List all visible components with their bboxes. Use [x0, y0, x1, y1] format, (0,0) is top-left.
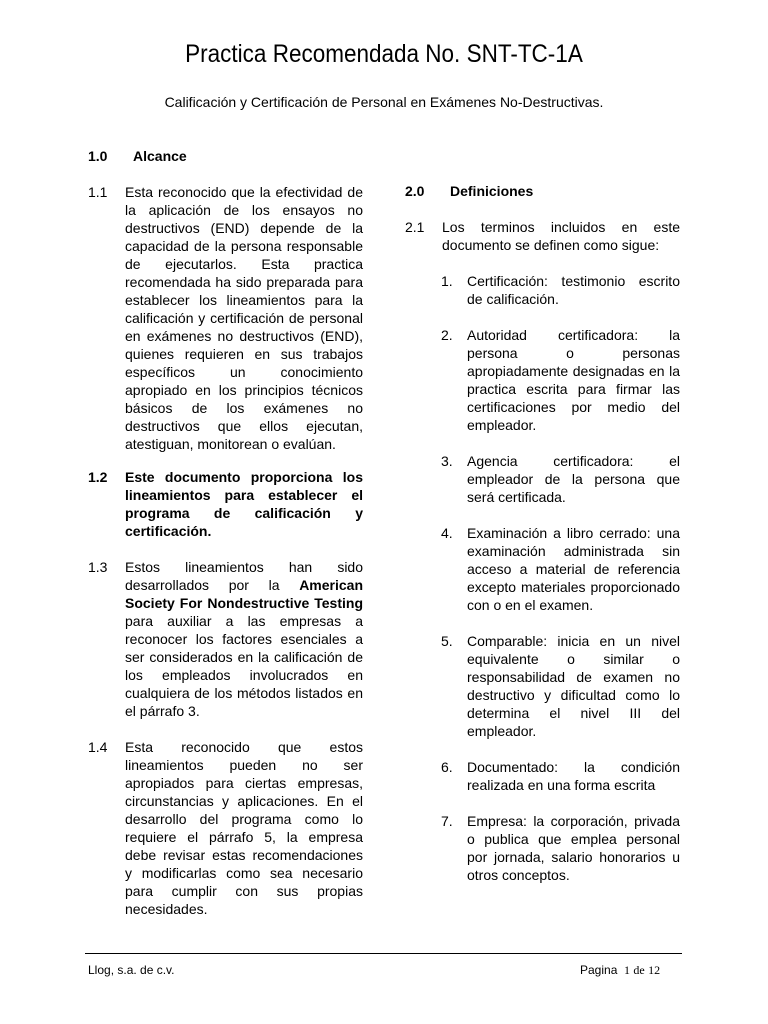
- item-number: 2.: [441, 327, 453, 343]
- footer-page-indicator: [580, 963, 660, 978]
- paragraph-1-3: [88, 558, 363, 720]
- paragraph-text-part: Estos lineamientos han sido desarrollados por la: [125, 559, 363, 593]
- item-number: 4.: [441, 525, 453, 541]
- section-number: 1.0: [88, 148, 108, 164]
- footer-divider: [85, 953, 682, 954]
- item-text: Autoridad certificadora: la persona o personas apropiadamente designadas en la practica escrita para firmar las certificaciones por medio del empleador.: [467, 327, 680, 433]
- page-label: Pagina: [580, 963, 618, 977]
- paragraph-number: 1.4: [88, 739, 108, 755]
- paragraph-1-2: [88, 468, 363, 540]
- page-subtitle: Calificación y Certificación de Personal en Exámenes No-Destructivas.: [164, 94, 604, 110]
- paragraph-1-4: [88, 738, 363, 918]
- definition-item: [441, 452, 680, 506]
- item-text: Empresa: la corporación, privada o publica que emplea personal por jornada, salario honorarios u otros conceptos.: [467, 813, 680, 883]
- paragraph-text: Este documento proporciona los lineamientos para establecer el programa de calificación y certificación.: [125, 469, 363, 539]
- item-number: 7.: [441, 813, 453, 829]
- section-title: Alcance: [133, 148, 187, 164]
- definition-item: [441, 812, 680, 884]
- paragraph-2-1: [405, 218, 680, 254]
- paragraph-number: 1.3: [88, 559, 108, 575]
- item-number: 5.: [441, 633, 453, 649]
- paragraph-number: 1.1: [88, 184, 108, 200]
- paragraph-text: Los terminos incluidos en este documento se definen como sigue:: [442, 219, 680, 253]
- item-text: Certificación: testimonio escrito de calificación.: [467, 273, 680, 307]
- section-heading-alcance: [88, 147, 363, 165]
- item-text: Documentado: la condición realizada en una forma escrita: [467, 759, 680, 793]
- paragraph-1-1: [88, 183, 363, 453]
- left-column: [88, 147, 363, 918]
- item-text: Examinación a libro cerrado: una examinación administrada sin acceso a material de referencia excepto materiales proporcionado con o en el examen.: [467, 525, 680, 613]
- paragraph-number: 1.2: [88, 469, 108, 485]
- organization-name: American Society For Nondestructive Testing: [125, 577, 363, 611]
- paragraph-text: [125, 558, 363, 720]
- page-number: 1: [624, 963, 631, 977]
- paragraph-text: Esta reconocido que la efectividad de la aplicación de los ensayos no destructivos (END) depende de la capacidad de la persona responsable de ejecutarlos. Esta practica recomendada ha sido preparada para establecer los lineamientos para la calificación y certificación de personal en exámenes no destructivos (END), quienes requieren en sus trabajos específicos un conocimiento apropiado en los principios técnicos básicos de los exámenes no destructivos que ellos ejecutan, atestiguan, monitorean o evalúan.: [125, 184, 363, 452]
- right-column: [405, 182, 680, 884]
- page-title: Practica Recomendada No. SNT-TC-1A: [185, 40, 583, 68]
- page-of: de: [633, 963, 645, 977]
- section-title: Definiciones: [450, 183, 534, 199]
- definition-item: [441, 632, 680, 740]
- section-heading-definiciones: [405, 182, 680, 200]
- paragraph-number: 2.1: [405, 219, 425, 235]
- item-number: 6.: [441, 759, 453, 775]
- definition-item: [441, 758, 680, 794]
- definition-item: [441, 326, 680, 434]
- section-number: 2.0: [405, 183, 425, 199]
- paragraph-text-part: para auxiliar a las empresas a reconocer los factores esenciales a ser considerados en la calificación de los empleados involucrados en cualquiera de los métodos listados en el párrafo 3.: [125, 613, 363, 719]
- item-text: Comparable: inicia en un nivel equivalente o similar o responsabilidad de examen no destructivo y dificultad como lo determina el nivel III del empleador.: [467, 633, 680, 739]
- definition-item: [441, 524, 680, 614]
- page-total: 12: [648, 963, 661, 977]
- footer-company: Llog, s.a. de c.v.: [88, 963, 175, 977]
- paragraph-text: Esta reconocido que estos lineamientos pueden no ser apropiados para ciertas empresas, circunstancias y aplicaciones. En el desarrollo del programa como lo requiere el párrafo 5, la empresa debe revisar estas recomendaciones y modificarlas como sea necesario para cumplir con sus propias necesidades.: [125, 739, 363, 917]
- item-number: 3.: [441, 453, 453, 469]
- definition-item: [441, 272, 680, 308]
- item-text: Agencia certificadora: el empleador de la persona que será certificada.: [467, 453, 680, 505]
- item-number: 1.: [441, 273, 453, 289]
